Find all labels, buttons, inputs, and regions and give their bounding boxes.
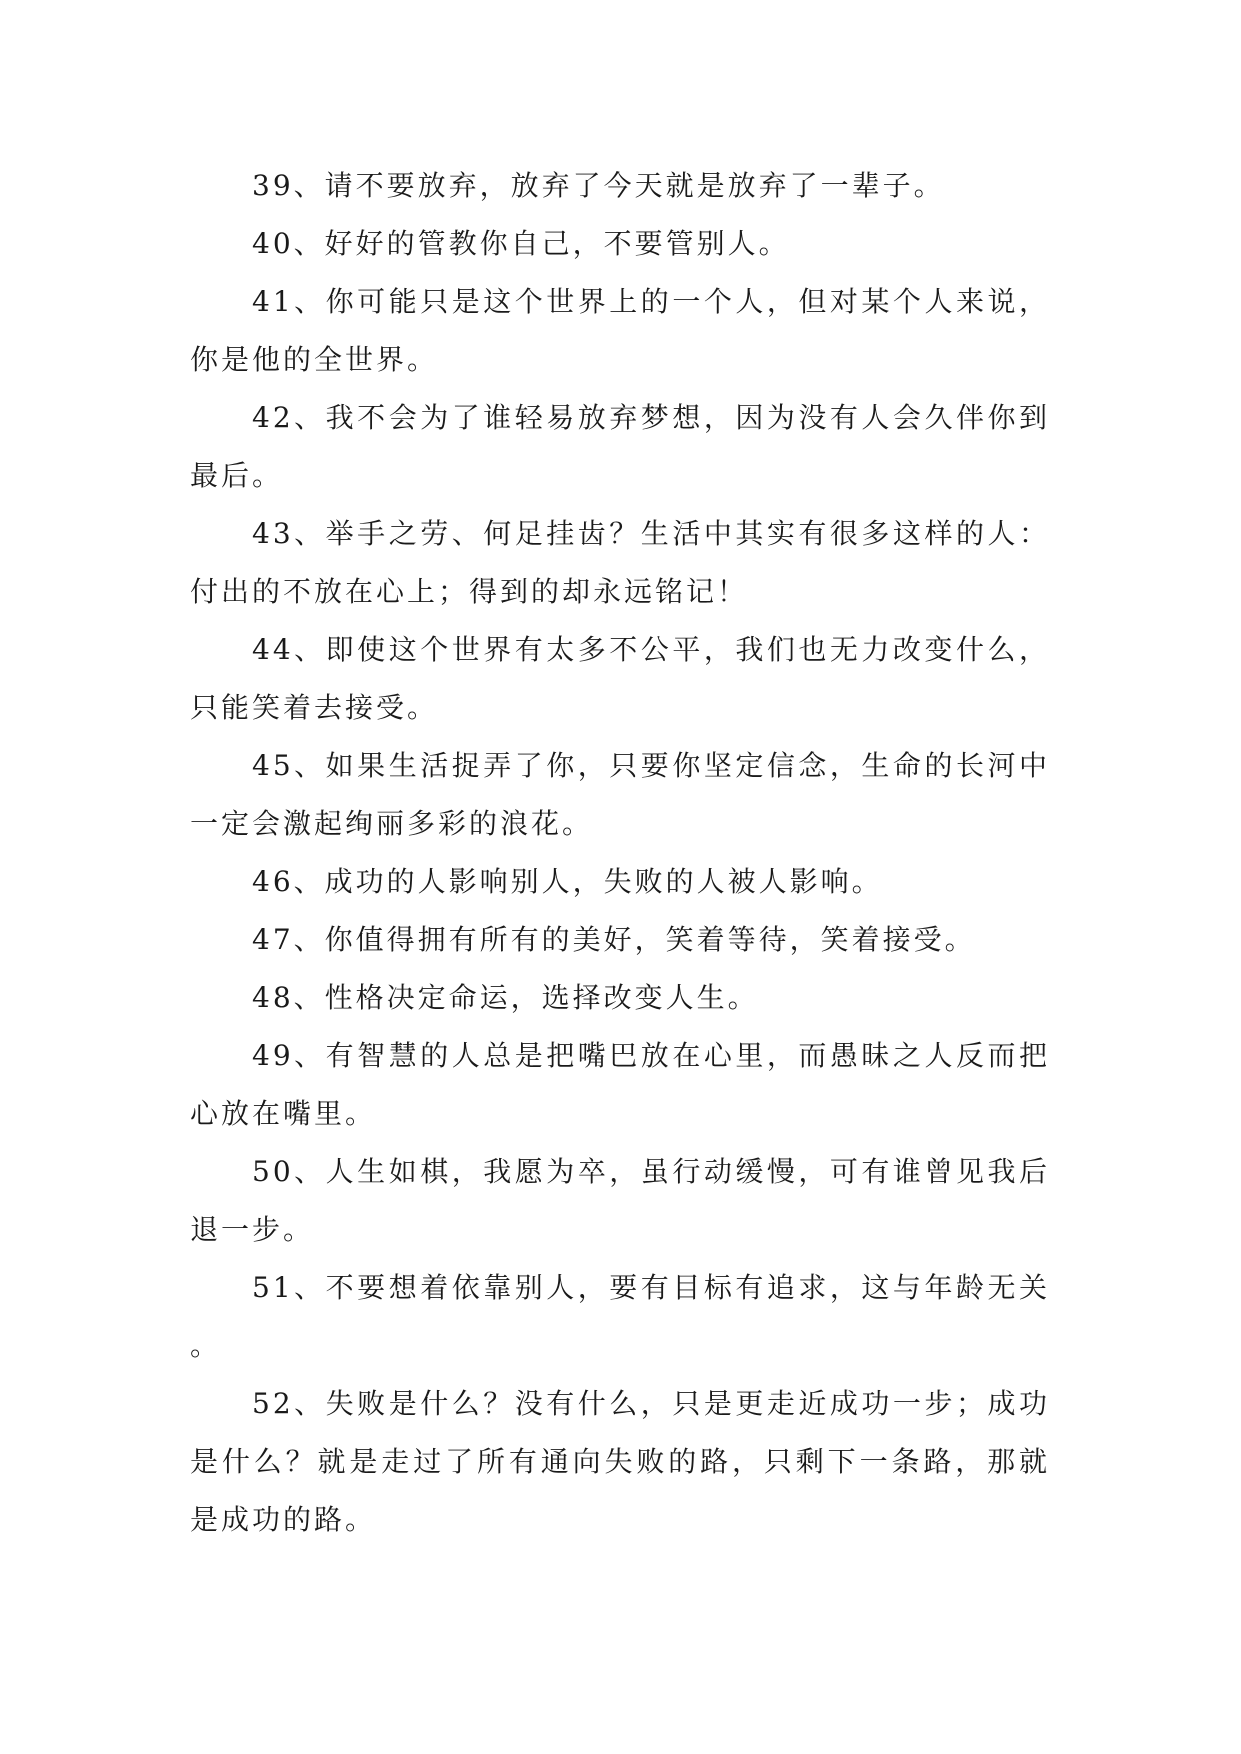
quote-item-49: 49、有智慧的人总是把嘴巴放在心里，而愚昧之人反而把心放在嘴里。 bbox=[190, 1039, 1050, 1130]
quote-item-52: 52、失败是什么？没有什么，只是更走近成功一步；成功是什么？就是走过了所有通向失败的路，只剩下一条路，那就是成功的路。 bbox=[190, 1387, 1050, 1536]
quote-item-43: 43、举手之劳、何足挂齿？生活中其实有很多这样的人：付出的不放在心上；得到的却永远铭记！ bbox=[190, 517, 1050, 608]
quote-item-47: 47、你值得拥有所有的美好，笑着等待，笑着接受。 bbox=[252, 923, 976, 956]
quote-item-51: 51、不要想着依靠别人，要有目标有追求，这与年龄无关。 bbox=[190, 1271, 1050, 1362]
quote-item-39: 39、请不要放弃，放弃了今天就是放弃了一辈子。 bbox=[252, 169, 945, 202]
quote-item-45: 45、如果生活捉弄了你，只要你坚定信念，生命的长河中一定会激起绚丽多彩的浪花。 bbox=[190, 749, 1050, 840]
quote-item-40: 40、好好的管教你自己，不要管别人。 bbox=[252, 227, 790, 260]
quote-item-42: 42、我不会为了谁轻易放弃梦想，因为没有人会久伴你到最后。 bbox=[190, 401, 1050, 492]
quote-item-48: 48、性格决定命运，选择改变人生。 bbox=[252, 981, 759, 1014]
quote-item-46: 46、成功的人影响别人，失败的人被人影响。 bbox=[252, 865, 883, 898]
quote-item-41: 41、你可能只是这个世界上的一个人，但对某个人来说，你是他的全世界。 bbox=[190, 285, 1050, 376]
document-body bbox=[190, 157, 1050, 1549]
quote-item-44: 44、即使这个世界有太多不公平，我们也无力改变什么，只能笑着去接受。 bbox=[190, 633, 1050, 724]
quote-item-50: 50、人生如棋，我愿为卒，虽行动缓慢，可有谁曾见我后退一步。 bbox=[190, 1155, 1050, 1246]
